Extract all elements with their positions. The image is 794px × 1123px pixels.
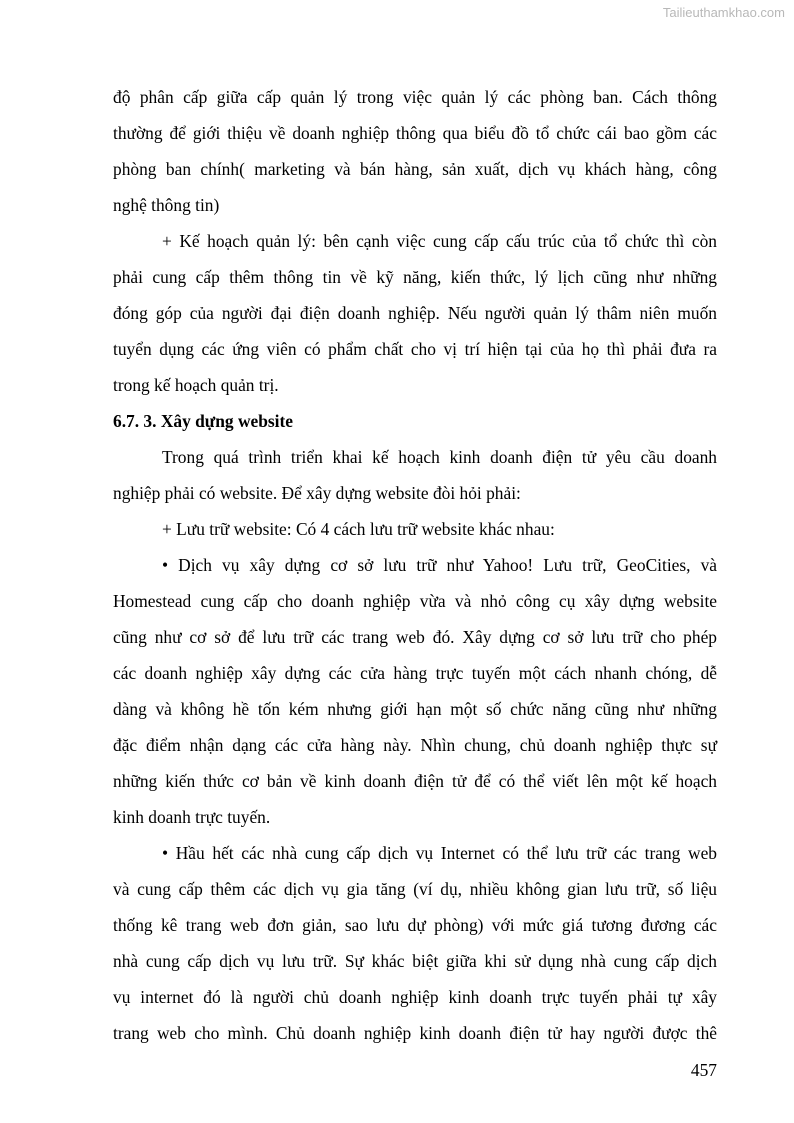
paragraph: [113, 79, 717, 223]
paragraph: [113, 511, 717, 547]
text-line: • Hầu hết các nhà cung cấp dịch vụ Internet có thể lưu trữ các trang web: [162, 843, 717, 863]
text-line: • Dịch vụ xây dựng cơ sở lưu trữ như Yahoo! Lưu trữ, GeoCities, và: [162, 555, 717, 575]
text-line: kinh doanh trực tuyến.: [113, 807, 271, 827]
paragraph: [113, 439, 717, 511]
paragraph: [113, 835, 717, 1051]
text-line: nghệ thông tin): [113, 195, 220, 215]
text-line: thường để giới thiệu về doanh nghiệp thông qua biểu đồ tổ chức cái bao gồm các: [113, 123, 717, 143]
watermark: Tailieuthamkhao.com: [662, 5, 785, 20]
paragraph: [113, 547, 717, 835]
text-line: Trong quá trình triển khai kế hoạch kinh doanh điện tử yêu cầu doanh: [162, 447, 717, 467]
text-line: các doanh nghiệp xây dựng các cửa hàng trực tuyến một cách nhanh chóng, dễ: [113, 663, 717, 683]
document-body: [113, 79, 717, 1051]
text-line: nghiệp phải có website. Để xây dựng website đòi hỏi phải:: [113, 483, 521, 503]
text-line: và cung cấp thêm các dịch vụ gia tăng (ví dụ, nhiều không gian lưu trữ, số liệu: [113, 879, 717, 899]
text-line: trang web cho mình. Chủ doanh nghiệp kinh doanh điện tử hay người được thê: [113, 1023, 717, 1043]
text-line: độ phân cấp giữa cấp quản lý trong việc quản lý các phòng ban. Cách thông: [113, 87, 717, 107]
section-heading: [113, 403, 717, 439]
text-line: 6.7. 3. Xây dựng website: [113, 411, 294, 431]
text-line: + Lưu trữ website: Có 4 cách lưu trữ website khác nhau:: [162, 519, 555, 539]
text-line: thống kê trang web đơn giản, sao lưu dự phòng) với mức giá tương đương các: [113, 915, 717, 935]
text-line: nhà cung cấp dịch vụ lưu trữ. Sự khác biệt giữa khi sử dụng nhà cung cấp dịch: [113, 951, 717, 971]
text-line: đóng góp của người đại điện doanh nghiệp. Nếu người quản lý thâm niên muốn: [113, 303, 717, 323]
text-line: đặc điểm nhận dạng các cửa hàng này. Nhìn chung, chủ doanh nghiệp thực sự: [113, 735, 717, 755]
text-line: Homestead cung cấp cho doanh nghiệp vừa và nhỏ công cụ xây dựng website: [113, 591, 717, 611]
text-line: phải cung cấp thêm thông tin về kỹ năng, kiến thức, lý lịch cũng như những: [113, 267, 717, 287]
paragraph: [113, 223, 717, 403]
text-line: phòng ban chính( marketing và bán hàng, sản xuất, dịch vụ khách hàng, công: [113, 159, 717, 179]
page-number: 457: [690, 1060, 717, 1080]
text-line: những kiến thức cơ bản về kinh doanh điện tử để có thể viết lên một kế hoạch: [113, 771, 717, 791]
text-line: cũng như cơ sở để lưu trữ các trang web đó. Xây dựng cơ sở lưu trữ cho phép: [113, 627, 717, 647]
text-line: trong kế hoạch quản trị.: [113, 375, 279, 395]
text-line: vụ internet đó là người chủ doanh nghiệp kinh doanh trực tuyến phải tự xây: [113, 987, 717, 1007]
text-line: tuyển dụng các ứng viên có phẩm chất cho vị trí hiện tại của họ thì phải đưa ra: [113, 339, 717, 359]
text-line: + Kế hoạch quản lý: bên cạnh việc cung cấp cấu trúc của tổ chức thì còn: [162, 231, 717, 251]
text-line: dàng và không hề tốn kém nhưng giới hạn một số chức năng cũng như những: [113, 699, 717, 719]
